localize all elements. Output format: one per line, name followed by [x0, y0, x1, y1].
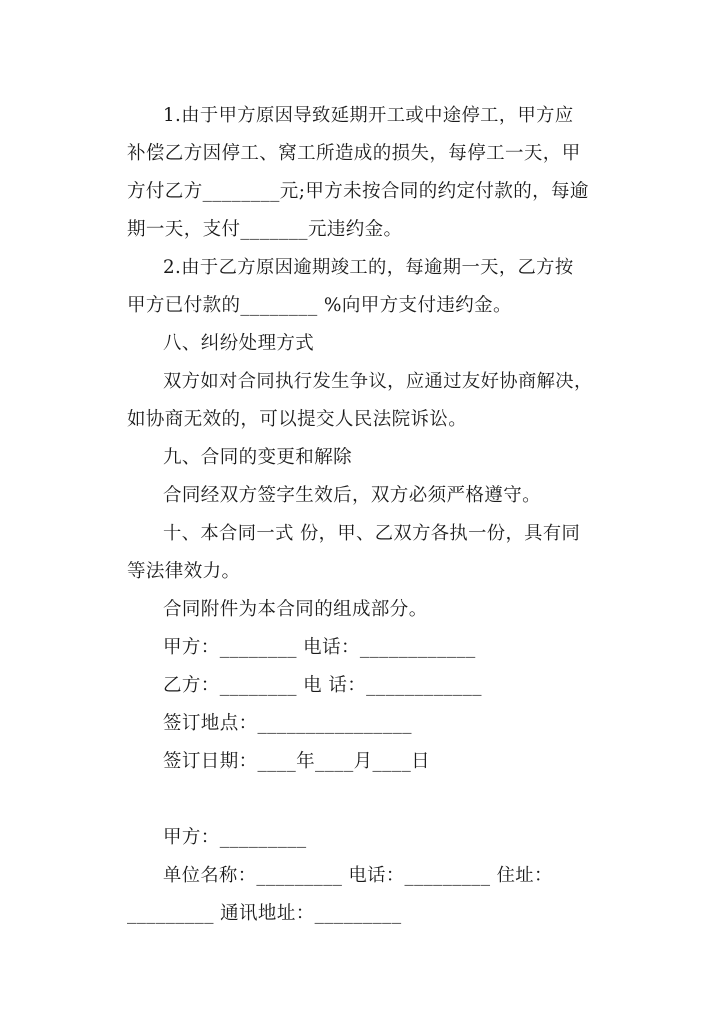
- section-9-heading: 九、合同的变更和解除: [163, 447, 353, 468]
- clause-2-line-1: 2.由于乙方原因逾期竣工的，每逾期一天，乙方按: [163, 257, 574, 278]
- clause-1-line-3: 方付乙方________元;甲方未按合同的约定付款的，每逾: [127, 181, 589, 202]
- attachment-note: 合同附件为本合同的组成部分。: [163, 599, 428, 620]
- section-10-line-2: 等法律效力。: [127, 561, 241, 582]
- section-8-heading: 八、纠纷处理方式: [163, 333, 315, 354]
- address-line: _________ 通讯地址：_________: [127, 903, 402, 924]
- party-a-signature-line: 甲方：_________: [163, 827, 307, 848]
- clause-2-line-2: 甲方已付款的________ %向甲方支付违约金。: [127, 295, 512, 316]
- party-b-line: 乙方：________ 电 话：____________: [163, 675, 482, 696]
- signing-place-line: 签订地点：________________: [163, 713, 412, 734]
- section-10-line-1: 十、本合同一式 份，甲、乙双方各执一份，具有同: [163, 523, 581, 544]
- party-a-line: 甲方：________ 电话：____________: [163, 637, 476, 658]
- clause-1-line-4: 期一天，支付_______元违约金。: [127, 219, 403, 240]
- clause-1-line-2: 补偿乙方因停工、窝工所造成的损失，每停工一天，甲: [127, 143, 581, 164]
- section-8-line-2: 如协商无效的，可以提交人民法院诉讼。: [127, 409, 468, 430]
- signing-date-line: 签订日期：____年____月____日: [163, 751, 431, 772]
- unit-info-line: 单位名称：_________ 电话：_________ 住址：: [163, 865, 553, 886]
- section-8-line-1: 双方如对合同执行发生争议，应通过友好协商解决，: [163, 371, 593, 392]
- clause-1-line-1: 1.由于甲方原因导致延期开工或中途停工，甲方应: [163, 105, 574, 126]
- section-9-line-1: 合同经双方签字生效后，双方必须严格遵守。: [163, 485, 542, 506]
